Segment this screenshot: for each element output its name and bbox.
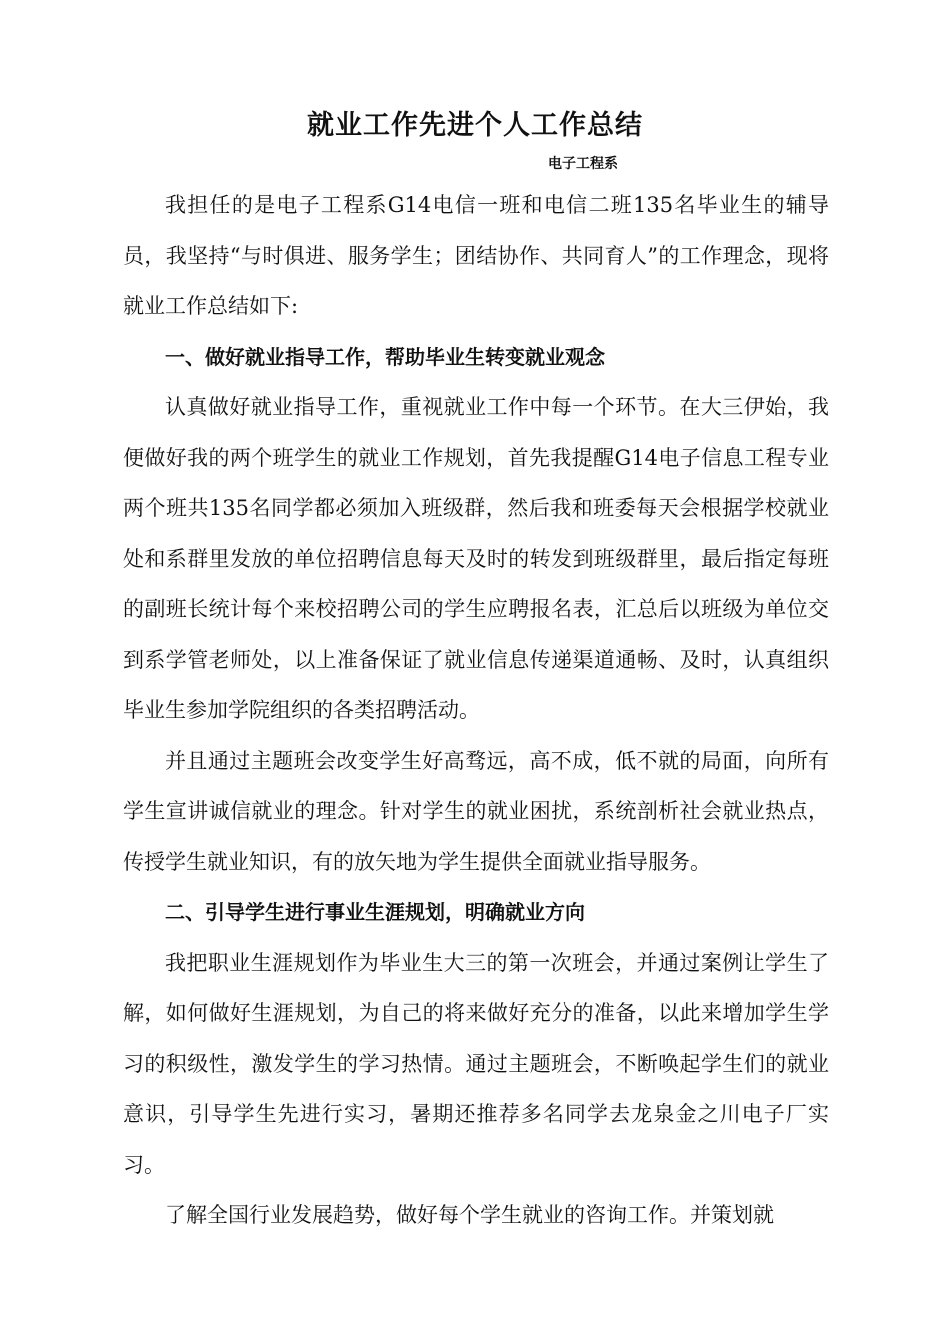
body-paragraph: 并且通过主题班会改变学生好高骛远，高不成，低不就的局面，向所有学生宣讲诚信就业的理念。针对学生的就业困扰，系统剖析社会就业热点，传授学生就业知识，有的放矢地为学生提供全面就业指导服务。 xyxy=(123,748,829,874)
body-paragraph: 认真做好就业指导工作，重视就业工作中每一个环节。在大三伊始，我便做好我的两个班学生的就业工作规划，首先我提醒G14电子信息工程专业两个班共135名同学都必须加入班级群，然后我和班委每天会根据学校就业处和系群里发放的单位招聘信息每天及时的转发到班级群里，最后指定每班的副班长统计每个来校招聘公司的学生应聘报名表，汇总后以班级为单位交到系学管老师处，以上准备保证了就业信息传递渠道通畅、及时，认真组织毕业生参加学院组织的各类招聘活动。 xyxy=(123,395,829,722)
intro-paragraph: 我担任的是电子工程系G14电信一班和电信二班135名毕业生的辅导员，我坚持“与时俱进、服务学生；团结协作、共同育人”的工作理念，现将就业工作总结如下: xyxy=(123,193,829,318)
section-heading-1: 一、做好就业指导工作，帮助毕业生转变就业观念 xyxy=(165,344,605,369)
body-paragraph: 了解全国行业发展趋势，做好每个学生就业的咨询工作。并策划就 xyxy=(165,1203,774,1227)
department-label: 电子工程系 xyxy=(548,156,618,172)
body-paragraph: 我把职业生涯规划作为毕业生大三的第一次班会，并通过案例让学生了解，如何做好生涯规划，为自己的将来做好充分的准备，以此来增加学生学习的积级性，激发学生的学习热情。通过主题班会，不断唤起学生们的就业意识，引导学生先进行实习，暑期还推荐多名同学去龙泉金之川电子厂实习。 xyxy=(123,950,829,1177)
document-body xyxy=(123,180,829,1241)
document-title: 就业工作先进个人工作总结 xyxy=(307,110,643,141)
section-heading-2: 二、引导学生进行事业生涯规划，明确就业方向 xyxy=(165,900,585,924)
